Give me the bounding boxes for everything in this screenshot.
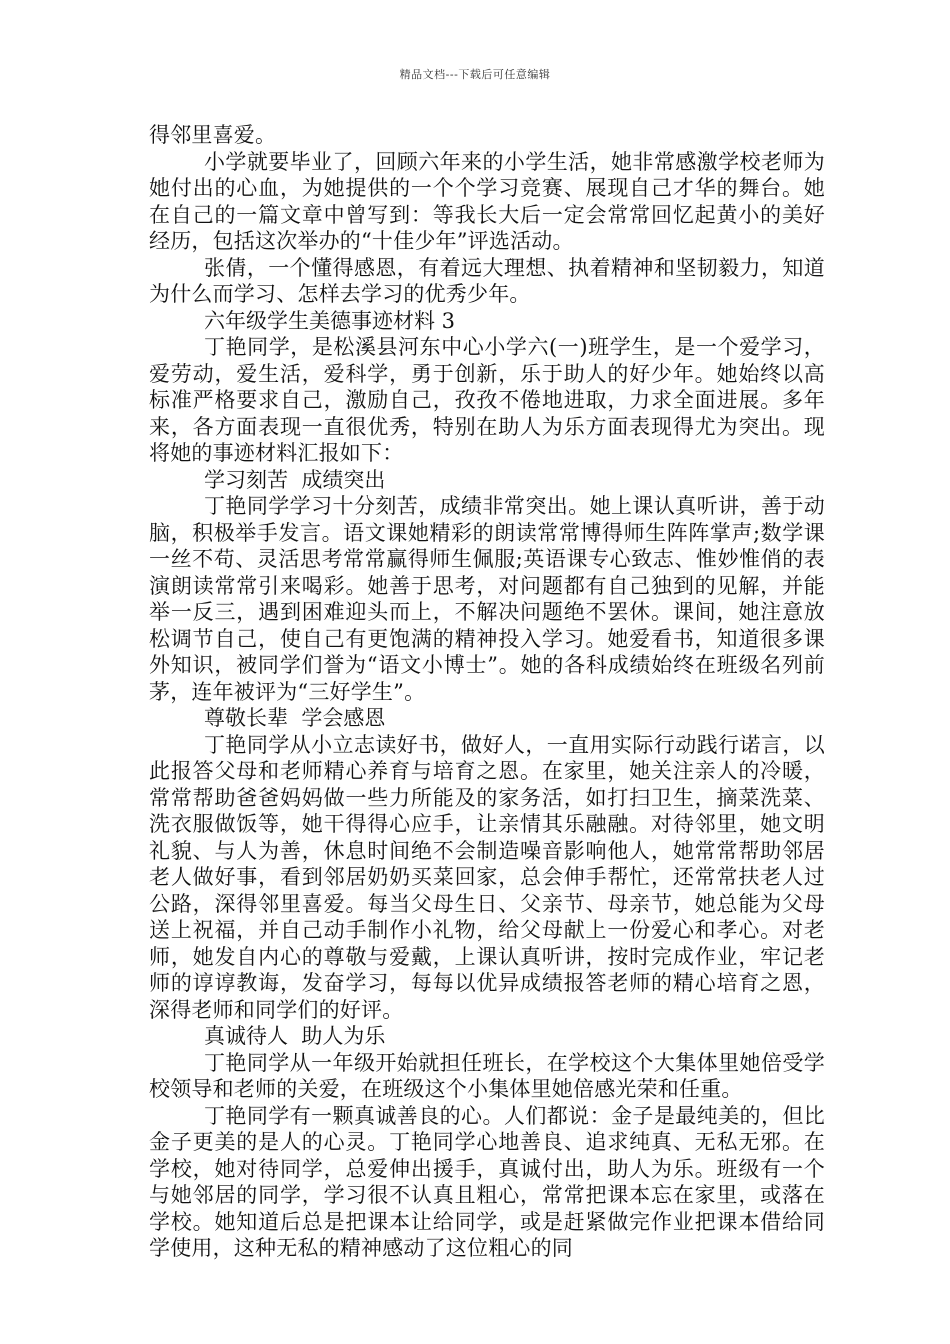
paragraph: 得邻里喜爱。 — [149, 123, 277, 147]
section-heading: 尊敬长辈 学会感恩 — [204, 706, 386, 730]
paragraph: 丁艳同学从一年级开始就担任班长，在学校这个大集体里她倍受学校领导和老师的关爱，在班级这个小集体里她倍感光荣和任重。 — [149, 1050, 825, 1101]
paragraph: 丁艳同学从小立志读好书，做好人，一直用实际行动践行诺言，以此报答父母和老师精心养育与培育之恩。在家里，她关注亲人的冷暖，常常帮助爸爸妈妈做一些力所能及的家务活，如打扫卫生，摘菜洗菜、洗衣服做饭等，她干得得心应手，让亲情其乐融融。对待邻里，她文明礼貌、与人为善，休息时间绝不会制造噪音影响他人，她常常帮助邻居老人做好事，看到邻居奶奶买菜回家，总会伸手帮忙，还常常扶老人过公路，深得邻里喜爱。每当父母生日、父亲节、母亲节，她总能为父母送上祝福，并自己动手制作小礼物，给父母献上一份爱心和孝心。对老师，她发自内心的尊敬与爱戴，上课认真听讲，按时完成作业，牢记老师的谆谆教诲，发奋学习，每每以优异成绩报答老师的精心培育之恩，深得老师和同学们的好评。 — [149, 732, 825, 1022]
section-title: 六年级学生美德事迹材料 3 — [204, 308, 456, 333]
paragraph: 张倩，一个懂得感恩，有着远大理想、执着精神和坚韧毅力，知道为什么而学习、怎样去学习的优秀少年。 — [149, 255, 825, 306]
document-body — [149, 122, 825, 1262]
section-heading: 真诚待人 助人为乐 — [204, 1024, 386, 1048]
page-header: 精品文档---下载后可任意编辑 — [399, 68, 551, 81]
paragraph: 丁艳同学学习十分刻苦，成绩非常突出。她上课认真听讲，善于动脑，积极举手发言。语文课她精彩的朗读常常博得师生阵阵掌声;数学课一丝不苟、灵活思考常常赢得师生佩服;英语课专心致志、惟妙惟俏的表演朗读常常引来喝彩。她善于思考，对问题都有自己独到的见解，并能举一反三，遇到困难迎头而上，不解决问题绝不罢休。课间，她注意放松调节自己，使自己有更饱满的精神投入学习。她爱看书，知道很多课外知识，被同学们誉为“语文小博士”。她的各科成绩始终在班级名列前茅，连年被评为“三好学生”。 — [149, 494, 825, 704]
section-heading: 学习刻苦 成绩突出 — [204, 467, 386, 492]
paragraph: 丁艳同学，是松溪县河东中心小学六(一)班学生，是一个爱学习，爱劳动，爱生活，爱科学，勇于创新，乐于助人的好少年。她始终以高标准严格要求自己，激励自己，孜孜不倦地进取，力求全面进展。多年来，各方面表现一直很优秀，特别在助人为乐方面表现得尤为突出。现将她的事迹材料汇报如下： — [149, 335, 825, 465]
paragraph: 小学就要毕业了，回顾六年来的小学生活，她非常感激学校老师为她付出的心血，为她提供的一个个学习竞赛、展现自己才华的舞台。她在自己的一篇文章中曾写到：等我长大后一定会常常回忆起黄小的美好经历，包括这次举办的“十佳少年”评选活动。 — [149, 149, 825, 253]
paragraph: 丁艳同学有一颗真诚善良的心。人们都说：金子是最纯美的，但比金子更美的是人的心灵。丁艳同学心地善良、追求纯真、无私无邪。在学校，她对待同学，总爱伸出援手，真诚付出，助人为乐。班级有一个与她邻居的同学，学习很不认真且粗心，常常把课本忘在家里，或落在学校。她知道后总是把课本让给同学，或是赶紧做完作业把课本借给同学使用，这种无私的精神感动了这位粗心的同 — [149, 1103, 825, 1260]
